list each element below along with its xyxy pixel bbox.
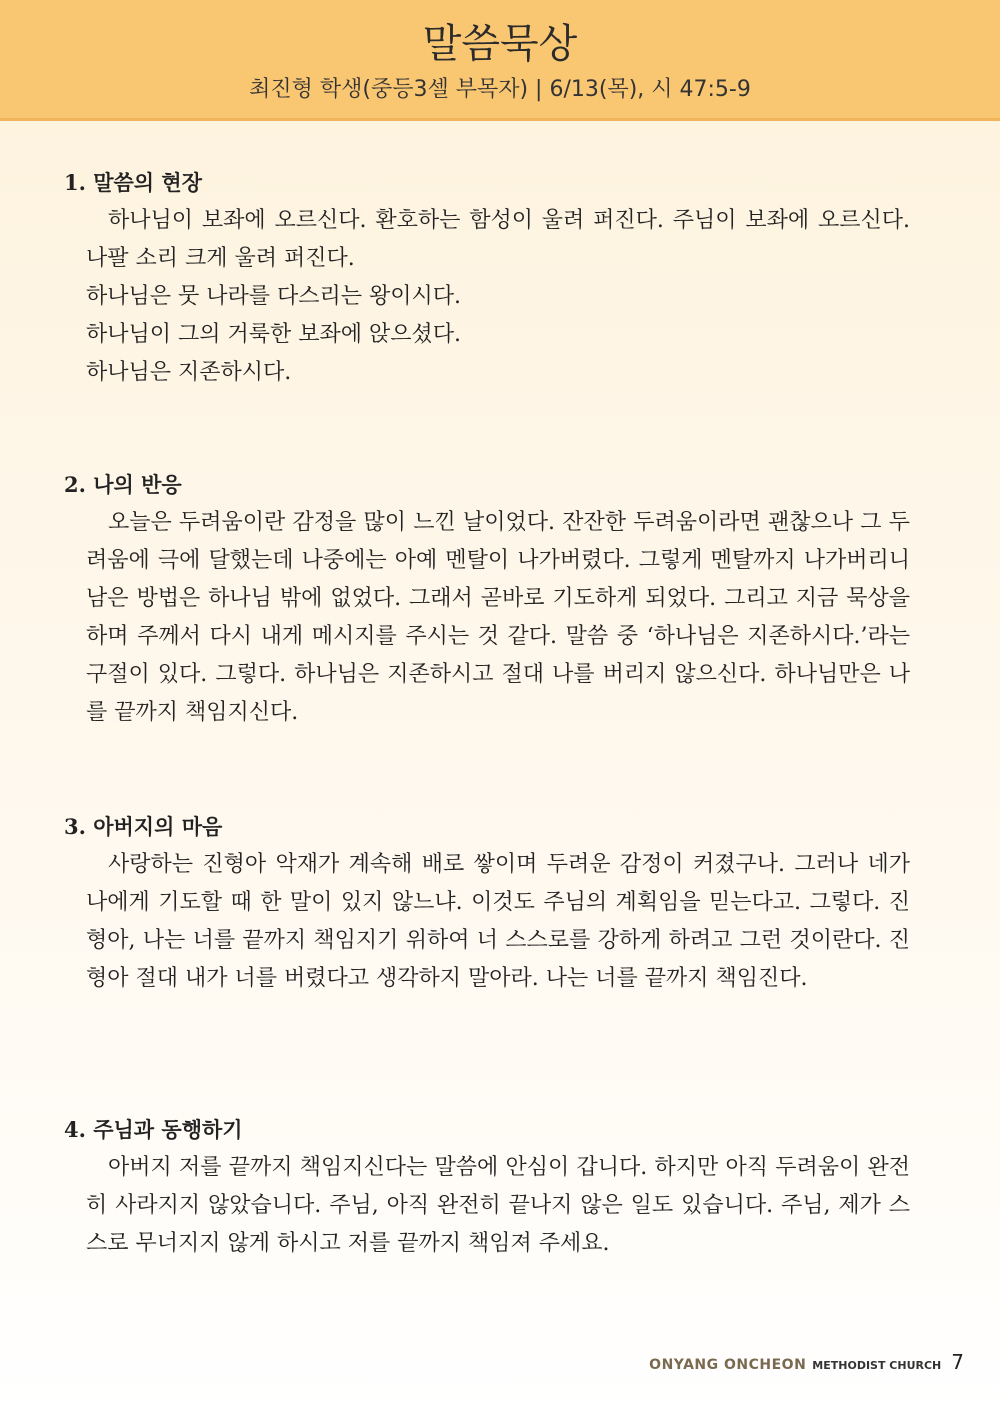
page-title: 말씀묵상 [422, 21, 578, 67]
page-number: 7 [951, 1350, 964, 1374]
page-subtitle: 최진형 학생(중등3셀 부목자) | 6/13(목), 시 47:5-9 [249, 77, 751, 102]
section-heading: 1. 말씀의 현장 [64, 170, 202, 195]
paragraph: 사랑하는 진형아 악재가 계속해 배로 쌓이며 두려운 감정이 커졌구나. 그러나 네가 나에게 기도할 때 한 말이 있지 않느냐. 이것도 주님의 계획임을 믿는다고. 그렇다. 진형아, 나는 너를 끝까지 책임지기 위하여 너 스스로를 강하게 하려고 그런 것이란다. 진형아 절대 내가 너를 버렸다고 생각하지 말아라. 나는 너를 끝까지 책임진다. [86, 852, 910, 991]
paragraph: 오늘은 두려움이란 감정을 많이 느낀 날이었다. 잔잔한 두려움이라면 괜찮으나 그 두려움에 극에 달했는데 나중에는 아예 멘탈이 나가버렸다. 그렇게 멘탈까지 나가버리니 남은 방법은 하나님 밖에 없었다. 그래서 곧바로 기도하게 되었다. 그리고 지금 묵상을 하며 주께서 다시 내게 메시지를 주시는 것 같다. 말씀 중 ‘하나님은 지존하시다.’라는 구절이 있다. 그렇다. 하나님은 지존하시고 절대 나를 버리지 않으신다. 하나님만은 나를 끝까지 책임지신다. [86, 510, 910, 725]
section-text [86, 1149, 910, 1263]
paragraph: 하나님이 보좌에 오르신다. 환호하는 함성이 울려 퍼진다. 주님이 보좌에 오르신다. 나팔 소리 크게 울려 퍼진다. [86, 208, 910, 271]
section-heading: 3. 아버지의 마음 [64, 814, 223, 839]
paragraph: 아버지 저를 끝까지 책임지신다는 말씀에 안심이 갑니다. 하지만 아직 두려움이 완전히 사라지지 않았습니다. 주님, 아직 완전히 끝나지 않은 일도 있습니다. 주님, 제가 스스로 무너지지 않게 하시고 저를 끝까지 책임져 주세요. [86, 1155, 910, 1256]
section-word-scene [64, 168, 910, 392]
section-text [86, 202, 910, 392]
section-walk-with-lord [64, 1115, 910, 1263]
page-header [0, 0, 1000, 121]
paragraph: 하나님은 지존하시다. [86, 360, 292, 385]
section-my-response [64, 470, 910, 732]
church-name-sub: METHODIST CHURCH [812, 1359, 942, 1372]
section-fathers-heart [64, 812, 910, 998]
paragraph: 하나님이 그의 거룩한 보좌에 앉으셨다. [86, 322, 461, 347]
page-footer [649, 1350, 964, 1374]
paragraph: 하나님은 뭇 나라를 다스리는 왕이시다. [86, 284, 461, 309]
section-heading: 2. 나의 반응 [64, 472, 182, 497]
section-text [86, 504, 910, 732]
church-name: ONYANG ONCHEON [649, 1357, 807, 1373]
section-text [86, 846, 910, 998]
section-heading: 4. 주님과 동행하기 [64, 1117, 243, 1142]
